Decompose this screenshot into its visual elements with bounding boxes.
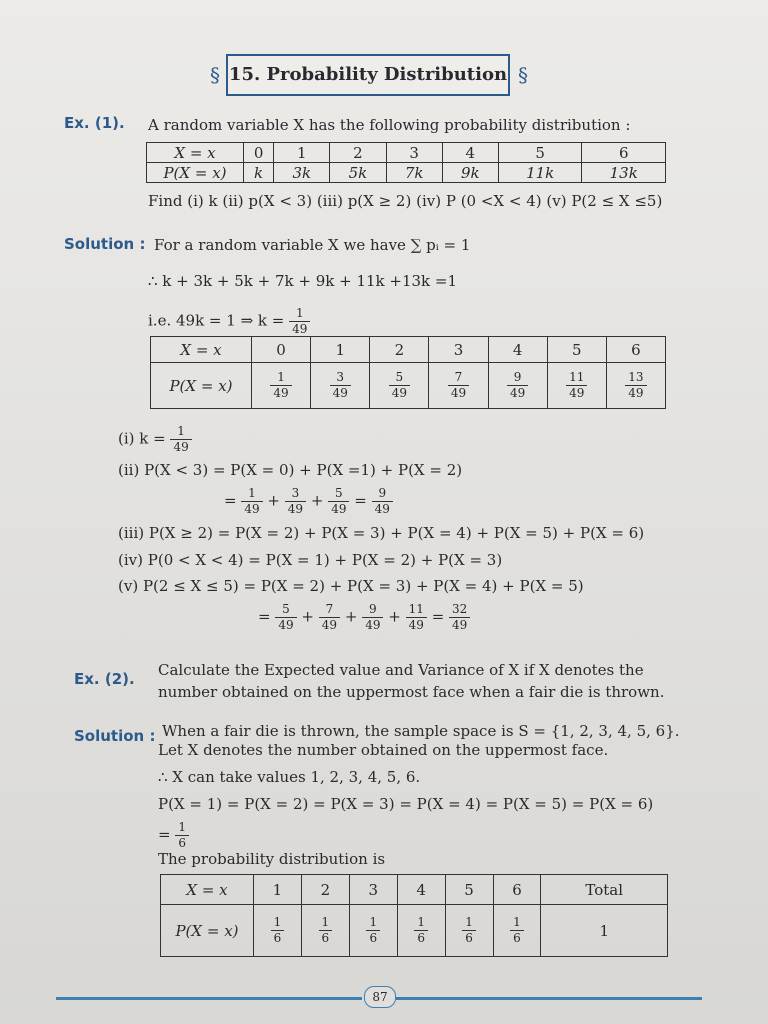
fraction [566,370,587,401]
table-cell: 4 [442,143,498,163]
denominator: 49 [365,618,381,632]
row-header: X = x [147,143,244,163]
denominator: 6 [321,931,330,945]
fraction [319,915,333,946]
plus-sign: + [301,607,314,626]
denominator: 6 [513,931,521,945]
table-cell [252,363,311,409]
table-cell [606,363,665,409]
denominator: 49 [331,502,347,516]
denominator: 6 [178,836,186,850]
table-row [151,363,666,409]
numerator: 5 [275,602,296,618]
numerator: 9 [362,602,383,618]
ex2-label: Ex. (2). [74,670,135,688]
table-cell: 3k [274,163,330,183]
table-row [147,163,666,183]
numerator: 1 [366,915,380,931]
denominator: 49 [244,502,260,516]
table-cell: 2 [301,875,349,905]
denominator: 49 [321,618,338,632]
chapter-title: 15. Probability Distribution [228,64,508,85]
table-cell [493,905,541,957]
table-cell: 7k [386,163,442,183]
table-cell: 2 [330,143,386,163]
fraction [362,602,383,633]
row-header: P(X = x) [161,905,254,957]
table-cell: 0 [252,337,311,363]
fraction [462,915,476,946]
numerator: 1 [289,306,310,322]
denominator: 49 [287,502,304,516]
fraction [270,370,291,401]
numerator: 1 [462,915,476,931]
numerator: 3 [285,486,306,502]
denominator: 49 [173,440,189,454]
ex1-label: Ex. (1). [64,114,125,132]
sol1-part-i [118,424,192,455]
fraction [510,915,524,946]
table-cell [254,905,302,957]
sol1-distribution-table [150,336,666,409]
denominator: 49 [332,386,348,400]
fraction [319,602,340,633]
table-cell: 3 [386,143,442,163]
numerator: 1 [241,486,262,502]
sol2-label: Solution : [74,727,156,745]
equals-sign: = [224,491,237,510]
sol2-line6: The probability distribution is [158,850,386,868]
numerator: 7 [448,370,469,386]
equals-sign: = [258,607,271,626]
denominator: 6 [369,931,378,945]
table-cell: 5 [445,875,493,905]
fraction [448,370,469,401]
sol1-part-ii-result [224,486,393,517]
table-cell [429,363,488,409]
fraction [449,602,470,633]
numerator: 9 [372,486,393,502]
table-cell: 1 [541,905,668,957]
footer-rule-right [396,997,702,1000]
page-number: 87 [364,986,396,1008]
table-row [147,143,666,163]
table-cell: 6 [493,875,541,905]
denominator: 49 [408,618,424,632]
table-cell: 5k [330,163,386,183]
numerator: 13 [625,370,646,386]
numerator: 7 [319,602,340,618]
table-cell: 13k [582,163,666,183]
fraction [328,486,349,517]
footer-rule-left [56,997,362,1000]
sol2-line1: When a fair die is thrown, the sample space is S = {1, 2, 3, 4, 5, 6}. [162,722,680,740]
table-cell [488,363,547,409]
fraction [271,915,285,946]
plus-sign: + [267,491,280,510]
sol2-line4: P(X = 1) = P(X = 2) = P(X = 3) = P(X = 4) = P(X = 5) = P(X = 6) [158,795,654,813]
sol1-label: Solution : [64,235,146,253]
table-cell: 5 [498,143,582,163]
equals-sign: = [158,825,171,844]
denominator: 49 [391,386,407,400]
sol1-part-iii: (iii) P(X ≥ 2) = P(X = 2) + P(X = 3) + P(X = 4) + P(X = 5) + P(X = 6) [118,524,645,542]
sol2-line2: Let X denotes the number obtained on the uppermost face. [158,741,609,759]
row-header: P(X = x) [151,363,252,409]
table-cell: 3 [429,337,488,363]
numerator: 1 [270,370,291,386]
denominator: 6 [417,931,425,945]
sol1-part-v: (v) P(2 ≤ X ≤ 5) = P(X = 2) + P(X = 3) + P(X = 4) + P(X = 5) [118,577,584,595]
table-cell [445,905,493,957]
denominator: 49 [450,386,467,400]
fraction [175,820,189,851]
numerator: 1 [510,915,524,931]
sol1-part-ii: (ii) P(X < 3) = P(X = 0) + P(X =1) + P(X = 2) [118,461,463,479]
numerator: 1 [175,820,189,836]
table-cell [349,905,397,957]
denominator: 49 [628,386,644,400]
equals-sign: = [431,607,445,626]
sol1-line1: For a random variable X we have ∑ pᵢ = 1 [154,236,471,254]
fraction [414,915,428,946]
table-cell: 0 [244,143,274,163]
numerator: 32 [449,602,470,618]
denominator: 49 [569,386,585,400]
numerator: 1 [414,915,428,931]
ornament-right-icon: § [518,63,528,87]
numerator: 11 [566,370,587,386]
ex2-question-line2: number obtained on the uppermost face when a fair die is thrown. [158,683,665,701]
fraction [285,486,306,517]
fraction [389,370,410,401]
numerator: 5 [389,370,410,386]
table-cell [547,363,606,409]
fraction [170,424,191,455]
denominator: 49 [273,386,289,400]
sol1-part-v-result [258,602,470,633]
fraction [275,602,296,633]
table-row [151,337,666,363]
table-cell: 9k [442,163,498,183]
table-cell: 4 [488,337,547,363]
table-cell: 6 [606,337,665,363]
ex2-question-line1: Calculate the Expected value and Variance of X if X denotes the [158,661,644,679]
plus-sign: + [344,607,358,626]
denominator: 49 [278,618,294,632]
numerator: 11 [406,602,427,618]
fraction [289,306,310,337]
table-cell: k [244,163,274,183]
numerator: 9 [507,370,528,386]
sol2-line3: ∴ X can take values 1, 2, 3, 4, 5, 6. [158,768,421,786]
sol1-line3 [148,306,310,337]
table-cell [397,905,445,957]
fraction [241,486,262,517]
sol1-part-iv: (iv) P(0 < X < 4) = P(X = 1) + P(X = 2) + P(X = 3) [118,551,503,569]
sol2-distribution-table [160,874,668,957]
table-cell: 2 [370,337,429,363]
fraction [406,602,427,633]
ex1-distribution-table [146,142,666,183]
ex1-find: Find (i) k (ii) p(X < 3) (iii) p(X ≥ 2) (iv) P (0 <X < 4) (v) P(2 ≤ X ≤5) [148,192,663,210]
table-cell: Total [541,875,668,905]
table-row [161,905,668,957]
table-cell: 1 [274,143,330,163]
table-cell: 6 [582,143,666,163]
denominator: 49 [452,618,468,632]
row-header: X = x [151,337,252,363]
sol2-line5 [158,820,189,851]
ex1-question: A random variable X has the following probability distribution : [148,116,631,134]
table-cell: 11k [498,163,582,183]
numerator: 1 [319,915,333,931]
fraction [507,370,528,401]
table-cell: 4 [397,875,445,905]
numerator: 3 [330,370,351,386]
sol1-line3-text: i.e. 49k = 1 ⇒ k = [148,311,285,330]
equals-sign: = [354,491,367,510]
numerator: 1 [271,915,285,931]
chapter-title-box [226,54,510,96]
table-row [161,875,668,905]
part-i-text: (i) k = [118,429,166,448]
table-cell [311,363,370,409]
fraction [366,915,380,946]
fraction [372,486,393,517]
table-cell [370,363,429,409]
plus-sign: + [388,607,401,626]
numerator: 5 [328,486,349,502]
table-cell: 1 [311,337,370,363]
row-header: X = x [161,875,254,905]
table-cell: 3 [349,875,397,905]
fraction [625,370,646,401]
row-header: P(X = x) [147,163,244,183]
denominator: 6 [465,931,473,945]
ornament-left-icon: § [210,63,220,87]
fraction [330,370,351,401]
numerator: 1 [170,424,191,440]
plus-sign: + [310,491,324,510]
sol1-line2: ∴ k + 3k + 5k + 7k + 9k + 11k +13k =1 [148,272,458,290]
table-cell [301,905,349,957]
denominator: 49 [292,322,308,336]
denominator: 49 [374,502,390,516]
denominator: 49 [509,386,526,400]
table-cell: 5 [547,337,606,363]
denominator: 6 [273,931,282,945]
table-cell: 1 [254,875,302,905]
